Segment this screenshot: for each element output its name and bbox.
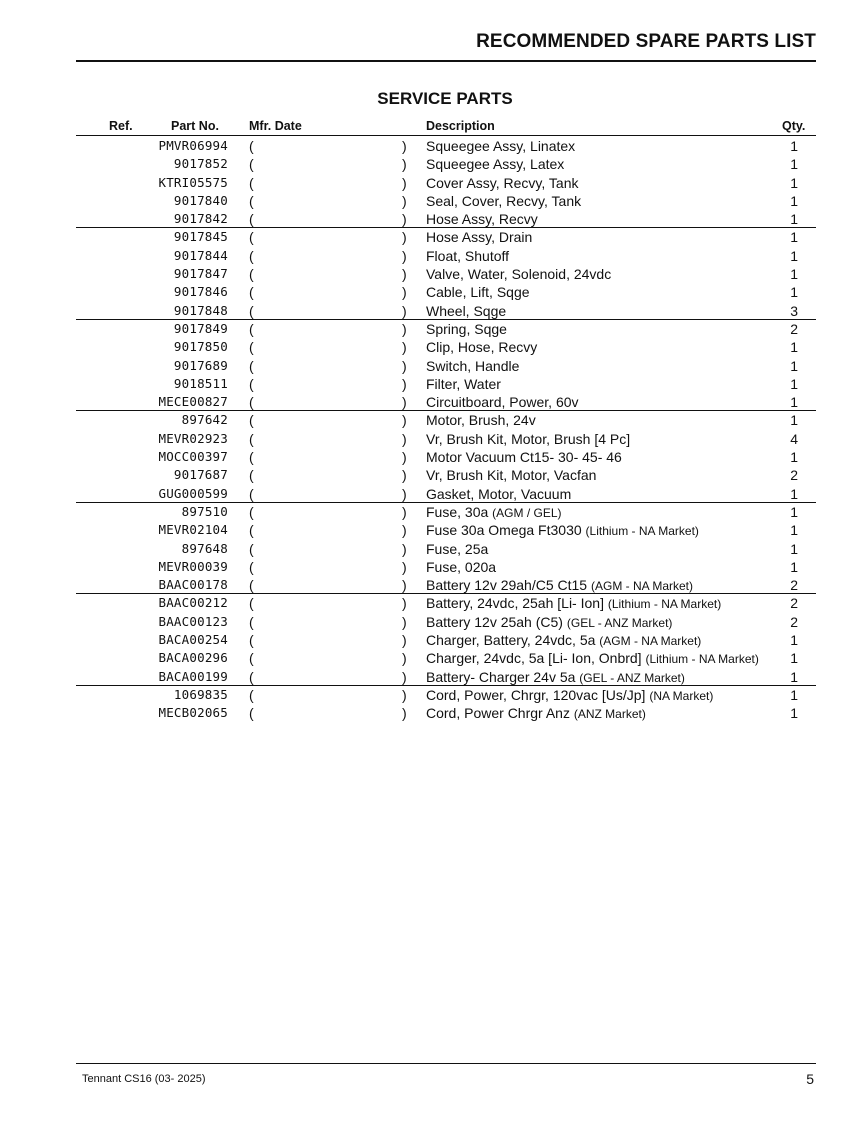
mfr-date-close-paren: ) bbox=[402, 229, 407, 246]
quantity: 1 bbox=[790, 449, 798, 466]
section-title: SERVICE PARTS bbox=[377, 89, 513, 108]
table-row bbox=[76, 137, 816, 155]
table-row bbox=[76, 540, 816, 558]
mfr-date-open-paren: ( bbox=[249, 613, 254, 630]
part-number: 9017845 bbox=[173, 229, 228, 245]
table-row bbox=[76, 393, 816, 411]
part-number: KTRI05575 bbox=[158, 174, 228, 190]
description-text: Battery 12v 25ah (C5) bbox=[426, 613, 563, 630]
mfr-date-open-paren: ( bbox=[249, 467, 254, 484]
description bbox=[426, 704, 646, 723]
market-note: (AGM - NA Market) bbox=[599, 634, 702, 649]
table-row bbox=[76, 228, 816, 246]
page-header bbox=[76, 30, 816, 62]
description-text: Vr, Brush Kit, Motor, Brush [4 Pc] bbox=[426, 430, 631, 447]
mfr-date-close-paren: ) bbox=[402, 138, 407, 154]
table-row bbox=[76, 155, 816, 173]
mfr-date-close-paren: ) bbox=[402, 247, 407, 264]
description bbox=[426, 466, 596, 484]
quantity: 1 bbox=[790, 522, 798, 539]
mfr-date-open-paren: ( bbox=[249, 650, 254, 667]
quantity: 1 bbox=[790, 540, 798, 557]
quantity: 1 bbox=[790, 412, 798, 429]
description-text: Vr, Brush Kit, Motor, Vacfan bbox=[426, 467, 597, 484]
mfr-date-open-paren: ( bbox=[249, 211, 254, 228]
mfr-date-open-paren: ( bbox=[249, 430, 254, 447]
mfr-date-open-paren: ( bbox=[249, 485, 254, 502]
mfr-date-close-paren: ) bbox=[402, 394, 407, 411]
table-row bbox=[76, 320, 816, 338]
description bbox=[426, 558, 496, 576]
description bbox=[426, 210, 538, 228]
mfr-date-open-paren: ( bbox=[249, 192, 254, 209]
description-text: Charger, 24vdc, 5a [Li- Ion, Onbrd] bbox=[426, 650, 642, 667]
mfr-date-close-paren: ) bbox=[402, 449, 407, 466]
quantity: 1 bbox=[790, 558, 798, 575]
market-note: (GEL - ANZ Market) bbox=[579, 670, 685, 685]
quantity: 1 bbox=[790, 650, 798, 667]
description-text: Charger, Battery, 24vdc, 5a bbox=[426, 632, 596, 649]
mfr-date-open-paren: ( bbox=[249, 138, 254, 154]
mfr-date-open-paren: ( bbox=[249, 229, 254, 246]
quantity: 1 bbox=[790, 339, 798, 356]
part-number: 9017846 bbox=[173, 284, 228, 300]
table-row bbox=[76, 521, 816, 539]
header-rule bbox=[76, 135, 816, 136]
mfr-date-open-paren: ( bbox=[249, 394, 254, 411]
part-number: 9017852 bbox=[173, 156, 228, 172]
quantity: 1 bbox=[790, 138, 798, 154]
mfr-date-close-paren: ) bbox=[402, 613, 407, 630]
quantity: 2 bbox=[790, 467, 798, 484]
part-number: MECB02065 bbox=[158, 705, 228, 721]
part-number: BAAC00123 bbox=[158, 613, 228, 629]
mfr-date-close-paren: ) bbox=[402, 595, 407, 612]
mfr-date-open-paren: ( bbox=[249, 375, 254, 392]
description-text: Hose Assy, Recvy bbox=[426, 211, 538, 228]
description bbox=[426, 686, 713, 705]
table-row bbox=[76, 430, 816, 448]
mfr-date-close-paren: ) bbox=[402, 174, 407, 191]
part-number: 9017848 bbox=[173, 302, 228, 318]
mfr-date-close-paren: ) bbox=[402, 430, 407, 447]
table-row bbox=[76, 503, 816, 521]
table-row bbox=[76, 283, 816, 301]
table-row bbox=[76, 302, 816, 320]
part-number: 9017689 bbox=[173, 357, 228, 373]
mfr-date-close-paren: ) bbox=[402, 650, 407, 667]
mfr-date-close-paren: ) bbox=[402, 339, 407, 356]
mfr-date-close-paren: ) bbox=[402, 375, 407, 392]
table-row bbox=[76, 375, 816, 393]
mfr-date-close-paren: ) bbox=[402, 503, 407, 520]
page-number: 5 bbox=[806, 1071, 814, 1087]
description bbox=[426, 430, 630, 448]
market-note: (GEL - ANZ Market) bbox=[566, 615, 673, 630]
quantity: 1 bbox=[790, 485, 798, 502]
description bbox=[426, 265, 611, 283]
footer-doc-id: Tennant CS16 (03- 2025) bbox=[82, 1073, 206, 1085]
part-number: MOCC00397 bbox=[158, 449, 228, 465]
mfr-date-open-paren: ( bbox=[249, 558, 254, 575]
description-text: Fuse, 25a bbox=[426, 540, 489, 557]
table-row bbox=[76, 668, 816, 686]
part-number: 897648 bbox=[181, 540, 228, 556]
table-row bbox=[76, 704, 816, 722]
mfr-date-open-paren: ( bbox=[249, 449, 254, 466]
part-number: MEVR02104 bbox=[158, 522, 228, 538]
col-head-qty: Qty. bbox=[782, 119, 806, 133]
mfr-date-close-paren: ) bbox=[402, 156, 407, 173]
mfr-date-open-paren: ( bbox=[249, 247, 254, 264]
part-number: BACA00296 bbox=[158, 650, 228, 666]
description bbox=[426, 283, 530, 301]
description bbox=[426, 375, 501, 393]
description bbox=[426, 668, 685, 687]
part-number: GUG000599 bbox=[158, 485, 228, 501]
description bbox=[426, 540, 488, 558]
table-row bbox=[76, 411, 816, 429]
mfr-date-open-paren: ( bbox=[249, 266, 254, 283]
table-row bbox=[76, 631, 816, 649]
mfr-date-close-paren: ) bbox=[402, 467, 407, 484]
description-text: Spring, Sqge bbox=[426, 320, 507, 337]
part-number: MEVR00039 bbox=[158, 558, 228, 574]
quantity: 1 bbox=[790, 668, 798, 685]
description-text: Wheel, Sqge bbox=[426, 302, 507, 319]
description-text: Motor Vacuum Ct15- 30- 45- 46 bbox=[426, 449, 622, 466]
mfr-date-close-paren: ) bbox=[402, 211, 407, 228]
table-row bbox=[76, 485, 816, 503]
quantity: 3 bbox=[790, 302, 798, 319]
description-text: Fuse, 30a bbox=[426, 503, 489, 520]
part-number: 9017840 bbox=[173, 192, 228, 208]
part-number: 9018511 bbox=[173, 375, 228, 391]
part-number: 9017844 bbox=[173, 247, 228, 263]
description bbox=[426, 192, 581, 210]
mfr-date-close-paren: ) bbox=[402, 522, 407, 539]
description bbox=[426, 649, 759, 668]
col-head-part-no: Part No. bbox=[171, 119, 219, 133]
part-number: 9017850 bbox=[173, 339, 228, 355]
mfr-date-close-paren: ) bbox=[402, 632, 407, 649]
part-number: 1069835 bbox=[173, 686, 228, 702]
mfr-date-open-paren: ( bbox=[249, 156, 254, 173]
mfr-date-close-paren: ) bbox=[402, 705, 407, 722]
col-head-mfr-date: Mfr. Date bbox=[249, 119, 302, 133]
quantity: 1 bbox=[790, 503, 798, 520]
market-note: (AGM / GEL) bbox=[492, 505, 562, 520]
quantity: 2 bbox=[790, 595, 798, 612]
quantity: 1 bbox=[790, 247, 798, 264]
description bbox=[426, 155, 564, 173]
mfr-date-close-paren: ) bbox=[402, 284, 407, 301]
description-text: Switch, Handle bbox=[426, 357, 520, 374]
description bbox=[426, 485, 571, 503]
mfr-date-open-paren: ( bbox=[249, 302, 254, 319]
quantity: 2 bbox=[790, 320, 798, 337]
mfr-date-close-paren: ) bbox=[402, 668, 407, 685]
part-number: BAAC00178 bbox=[158, 577, 228, 593]
mfr-date-open-paren: ( bbox=[249, 412, 254, 429]
description bbox=[426, 521, 699, 540]
description-text: Battery- Charger 24v 5a bbox=[426, 668, 576, 685]
part-number: 897510 bbox=[181, 503, 228, 519]
quantity: 1 bbox=[790, 229, 798, 246]
market-note: (Lithium - NA Market) bbox=[607, 597, 722, 612]
table-row bbox=[76, 613, 816, 631]
table-row bbox=[76, 466, 816, 484]
mfr-date-open-paren: ( bbox=[249, 540, 254, 557]
description-text: Battery, 24vdc, 25ah [Li- Ion] bbox=[426, 595, 604, 612]
table-row bbox=[76, 576, 816, 594]
description bbox=[426, 631, 701, 650]
table-row bbox=[76, 558, 816, 576]
table-row bbox=[76, 265, 816, 283]
description-text: Gasket, Motor, Vacuum bbox=[426, 485, 572, 502]
market-note: (Lithium - NA Market) bbox=[585, 524, 699, 539]
quantity: 1 bbox=[790, 284, 798, 301]
part-number: MEVR02923 bbox=[158, 430, 228, 446]
table-row bbox=[76, 649, 816, 667]
description bbox=[426, 320, 507, 338]
description bbox=[426, 338, 537, 356]
mfr-date-open-paren: ( bbox=[249, 339, 254, 356]
part-number: 9017842 bbox=[173, 211, 228, 227]
description bbox=[426, 503, 562, 522]
description-text: Cord, Power, Chrgr, 120vac [Us/Jp] bbox=[426, 686, 646, 703]
description bbox=[426, 247, 509, 265]
mfr-date-open-paren: ( bbox=[249, 320, 254, 337]
mfr-date-open-paren: ( bbox=[249, 632, 254, 649]
table-row bbox=[76, 338, 816, 356]
quantity: 1 bbox=[790, 174, 798, 191]
description bbox=[426, 357, 519, 375]
part-number: BACA00254 bbox=[158, 632, 228, 648]
market-note: (Lithium - NA Market) bbox=[645, 652, 759, 667]
mfr-date-open-paren: ( bbox=[249, 284, 254, 301]
description-text: Seal, Cover, Recvy, Tank bbox=[426, 192, 582, 209]
part-number: 897642 bbox=[181, 412, 228, 428]
description-text: Cover Assy, Recvy, Tank bbox=[426, 174, 579, 191]
part-number: 9017687 bbox=[173, 467, 228, 483]
description-text: Squeegee Assy, Linatex bbox=[426, 138, 576, 154]
quantity: 1 bbox=[790, 375, 798, 392]
description-text: Battery 12v 29ah/C5 Ct15 bbox=[426, 577, 588, 594]
mfr-date-open-paren: ( bbox=[249, 174, 254, 191]
table-row bbox=[76, 174, 816, 192]
table-row bbox=[76, 210, 816, 228]
mfr-date-open-paren: ( bbox=[249, 705, 254, 722]
description bbox=[426, 411, 536, 429]
mfr-date-close-paren: ) bbox=[402, 577, 407, 594]
mfr-date-open-paren: ( bbox=[249, 595, 254, 612]
mfr-date-open-paren: ( bbox=[249, 577, 254, 594]
table-row bbox=[76, 357, 816, 375]
description-text: Motor, Brush, 24v bbox=[426, 412, 536, 429]
description-text: Circuitboard, Power, 60v bbox=[426, 394, 579, 411]
quantity: 1 bbox=[790, 705, 798, 722]
mfr-date-close-paren: ) bbox=[402, 320, 407, 337]
quantity: 1 bbox=[790, 192, 798, 209]
mfr-date-close-paren: ) bbox=[402, 558, 407, 575]
market-note: (AGM - NA Market) bbox=[591, 579, 694, 594]
description bbox=[426, 613, 672, 632]
description bbox=[426, 576, 693, 595]
quantity: 1 bbox=[790, 632, 798, 649]
mfr-date-close-paren: ) bbox=[402, 412, 407, 429]
quantity: 4 bbox=[790, 430, 798, 447]
table-row bbox=[76, 192, 816, 210]
description bbox=[426, 137, 575, 155]
market-note: (NA Market) bbox=[649, 688, 714, 703]
description-text: Fuse 30a Omega Ft3030 bbox=[426, 522, 582, 539]
table-row bbox=[76, 594, 816, 612]
quantity: 1 bbox=[790, 686, 798, 703]
description-text: Squeegee Assy, Latex bbox=[426, 156, 565, 173]
description bbox=[426, 228, 532, 246]
mfr-date-close-paren: ) bbox=[402, 266, 407, 283]
description-text: Fuse, 020a bbox=[426, 558, 497, 575]
part-number: BACA00199 bbox=[158, 668, 228, 684]
mfr-date-close-paren: ) bbox=[402, 302, 407, 319]
mfr-date-close-paren: ) bbox=[402, 485, 407, 502]
parts-table bbox=[76, 137, 816, 723]
part-number: MECE00827 bbox=[158, 394, 228, 410]
mfr-date-open-paren: ( bbox=[249, 357, 254, 374]
part-number: PMVR06994 bbox=[158, 138, 228, 153]
part-number: BAAC00212 bbox=[158, 595, 228, 611]
mfr-date-close-paren: ) bbox=[402, 192, 407, 209]
description-text: Valve, Water, Solenoid, 24vdc bbox=[426, 266, 612, 283]
description-text: Clip, Hose, Recvy bbox=[426, 339, 538, 356]
col-head-ref: Ref. bbox=[109, 119, 133, 133]
footer-rule bbox=[76, 1063, 816, 1064]
market-note: (ANZ Market) bbox=[573, 707, 646, 722]
quantity: 1 bbox=[790, 357, 798, 374]
description bbox=[426, 594, 721, 613]
quantity: 2 bbox=[790, 577, 798, 594]
quantity: 1 bbox=[790, 211, 798, 228]
quantity: 1 bbox=[790, 394, 798, 411]
table-row bbox=[76, 448, 816, 466]
quantity: 1 bbox=[790, 266, 798, 283]
description bbox=[426, 393, 579, 411]
description bbox=[426, 302, 506, 320]
mfr-date-open-paren: ( bbox=[249, 522, 254, 539]
mfr-date-close-paren: ) bbox=[402, 540, 407, 557]
page-title: RECOMMENDED SPARE PARTS LIST bbox=[476, 31, 816, 52]
mfr-date-open-paren: ( bbox=[249, 503, 254, 520]
mfr-date-open-paren: ( bbox=[249, 668, 254, 685]
description bbox=[426, 448, 622, 466]
table-row bbox=[76, 686, 816, 704]
mfr-date-close-paren: ) bbox=[402, 686, 407, 703]
table-row bbox=[76, 247, 816, 265]
description-text: Cord, Power Chrgr Anz bbox=[426, 705, 570, 722]
description-text: Filter, Water bbox=[426, 375, 501, 392]
description-text: Hose Assy, Drain bbox=[426, 229, 533, 246]
description bbox=[426, 174, 579, 192]
description-text: Float, Shutoff bbox=[426, 247, 510, 264]
part-number: 9017849 bbox=[173, 320, 228, 336]
col-head-description: Description bbox=[426, 119, 495, 133]
description-text: Cable, Lift, Sqge bbox=[426, 284, 530, 301]
part-number: 9017847 bbox=[173, 266, 228, 282]
mfr-date-close-paren: ) bbox=[402, 357, 407, 374]
mfr-date-open-paren: ( bbox=[249, 686, 254, 703]
quantity: 2 bbox=[790, 613, 798, 630]
quantity: 1 bbox=[790, 156, 798, 173]
